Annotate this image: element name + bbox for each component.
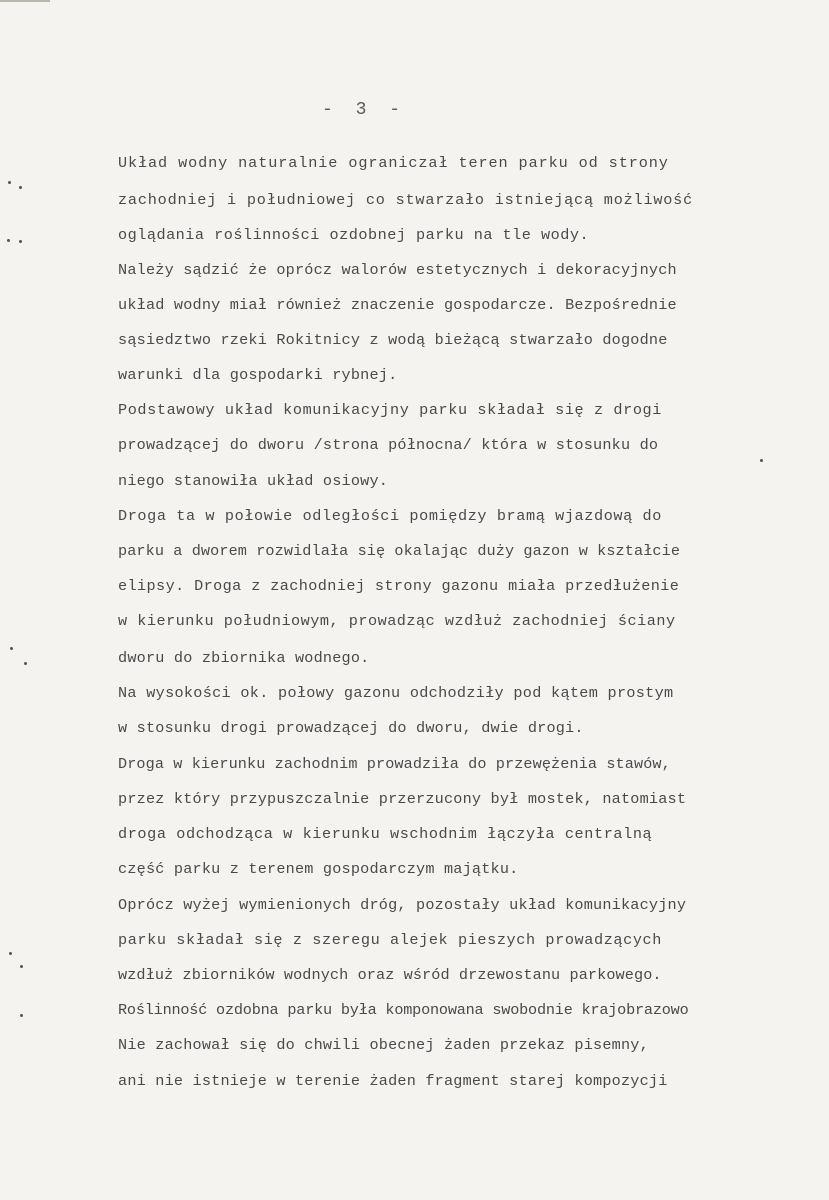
text-line: Droga w kierunku zachodnim prowadziła do przewężenia stawów, bbox=[118, 755, 671, 773]
text-line: część parku z terenem gospodarczym majątku. bbox=[118, 860, 519, 878]
margin-speck bbox=[24, 662, 27, 665]
text-line: niego stanowiła układ osiowy. bbox=[118, 472, 389, 490]
text-line: w kierunku południowym, prowadząc wzdłuż zachodniej ściany bbox=[118, 612, 676, 630]
text-line: parku a dworem rozwidlała się okalając duży gazon w kształcie bbox=[118, 542, 681, 560]
margin-speck bbox=[10, 647, 13, 650]
text-line: przez który przypuszczalnie przerzucony był mostek, natomiast bbox=[118, 790, 687, 808]
text-line: Na wysokości ok. połowy gazonu odchodziły pod kątem prostym bbox=[118, 684, 674, 702]
text-line: Oprócz wyżej wymienionych dróg, pozostały układ komunikacyjny bbox=[118, 896, 687, 914]
text-line: układ wodny miał również znaczenie gospodarcze. Bezpośrednie bbox=[118, 296, 677, 314]
text-line: droga odchodząca w kierunku wschodnim łączyła centralną bbox=[118, 825, 653, 843]
text-line: parku składał się z szeregu alejek pieszych prowadzących bbox=[118, 931, 662, 949]
text-line: Nie zachował się do chwili obecnej żaden przekaz pisemny, bbox=[118, 1036, 649, 1054]
margin-speck bbox=[9, 952, 12, 955]
text-line: prowadzącej do dworu /strona północna/ która w stosunku do bbox=[118, 436, 659, 454]
text-line: Roślinność ozdobna parku była komponowana swobodnie krajobrazowo bbox=[118, 1001, 689, 1019]
text-line: Układ wodny naturalnie ograniczał teren parku od strony bbox=[118, 154, 669, 172]
text-line: ani nie istnieje w terenie żaden fragment starej kompozycji bbox=[118, 1072, 668, 1090]
text-line: zachodniej i południowej co stwarzało istniejącą możliwość bbox=[118, 191, 694, 209]
page-number: - 3 - bbox=[322, 100, 407, 120]
text-line: oglądania roślinności ozdobnej parku na tle wody. bbox=[118, 226, 590, 244]
text-line: dworu do zbiornika wodnego. bbox=[118, 649, 370, 667]
margin-speck bbox=[20, 1014, 23, 1017]
margin-speck bbox=[19, 240, 22, 243]
text-line: Droga ta w połowie odległości pomiędzy bramą wjazdową do bbox=[118, 507, 662, 525]
text-line: sąsiedztwo rzeki Rokitnicy z wodą bieżącą stwarzało dogodne bbox=[118, 331, 668, 349]
scan-edge-mark bbox=[0, 0, 50, 2]
text-line: warunki dla gospodarki rybnej. bbox=[118, 366, 398, 384]
margin-speck bbox=[7, 239, 10, 242]
margin-speck bbox=[20, 965, 23, 968]
text-line: Podstawowy układ komunikacyjny parku składał się z drogi bbox=[118, 401, 662, 419]
margin-speck bbox=[19, 186, 22, 189]
text-line: wzdłuż zbiorników wodnych oraz wśród drzewostanu parkowego. bbox=[118, 966, 662, 984]
text-line: Należy sądzić że oprócz walorów estetycznych i dekoracyjnych bbox=[118, 261, 677, 279]
margin-speck bbox=[8, 181, 11, 184]
text-line: elipsy. Droga z zachodniej strony gazonu miała przedłużenie bbox=[118, 577, 680, 595]
margin-speck bbox=[760, 459, 763, 462]
text-line: w stosunku drogi prowadzącej do dworu, dwie drogi. bbox=[118, 719, 584, 737]
